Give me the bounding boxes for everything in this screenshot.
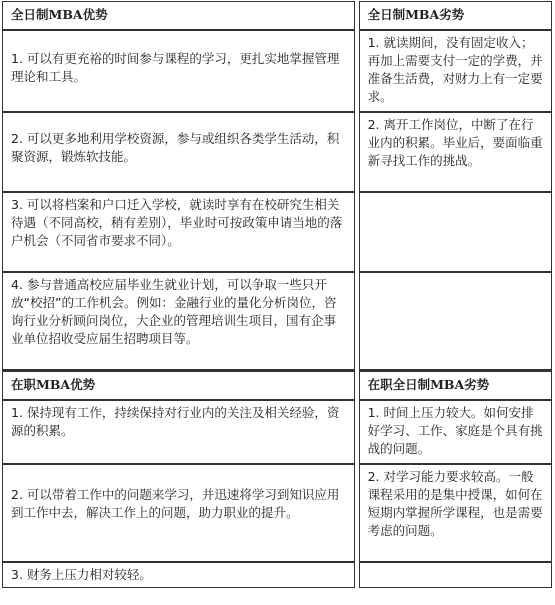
parttime-advantage-3: 3. 财务上压力相对较轻。 [11, 567, 152, 582]
parttime-advantage-1: 1. 保持现有工作，持续保持对行业内的关注及相关经验，资源的积累。 [11, 405, 340, 438]
parttime-advantage-cell [2, 464, 355, 562]
table-row [2, 30, 552, 112]
fulltime-advantage-3: 3. 可以将档案和户口迁入学校，就读时享有在校研究生相关待遇（不同高校，稍有差别），毕业时可按政策申请当地的落户机会（不同省市要求不同）。 [11, 197, 343, 248]
fulltime-advantages-header-text: 全日制MBA优势 [11, 7, 108, 22]
fulltime-disadvantage-cell-empty [359, 272, 552, 370]
fulltime-advantage-1: 1. 可以有更充裕的时间参与课程的学习，更扎实地掌握管理理论和工具。 [11, 51, 340, 84]
fulltime-header-row [2, 1, 552, 30]
parttime-disadvantages-header [359, 370, 552, 400]
table-row [2, 464, 552, 562]
fulltime-advantage-2: 2. 可以更多地利用学校资源，参与或组织各类学生活动，积聚资源，锻炼软技能。 [11, 131, 340, 164]
fulltime-advantage-4: 4. 参与普通高校应届毕业生就业计划，可以争取一些只开放“校招”的工作机会。例如：金融行业的量化分析岗位，咨询行业分析顾问岗位，大企业的管理培训生项目，国有企事业单位招收受应届生招聘项目等。 [11, 277, 337, 346]
parttime-disadvantage-cell [359, 400, 552, 464]
fulltime-disadvantages-header-text: 全日制MBA劣势 [367, 7, 465, 22]
fulltime-disadvantage-cell [359, 112, 552, 192]
fulltime-disadvantage-1: 1. 就读期间，没有固定收入；再加上需要支付一定的学费，并准备生活费，对财力上有一定要求。 [367, 35, 543, 104]
table-row [2, 192, 552, 272]
parttime-advantage-cell [2, 400, 355, 464]
fulltime-advantage-cell [2, 192, 355, 272]
parttime-advantages-header-text: 在职MBA优势 [11, 377, 96, 392]
parttime-disadvantage-cell [359, 464, 552, 562]
fulltime-advantage-cell [2, 272, 355, 370]
parttime-advantage-2: 2. 可以带着工作中的问题来学习，并迅速将学习到知识应用到工作中去，解决工作上的问题，助力职业的提升。 [11, 487, 340, 520]
table-row [2, 562, 552, 588]
fulltime-disadvantages-header [359, 1, 552, 30]
parttime-disadvantage-cell-empty [359, 562, 552, 588]
fulltime-advantage-cell [2, 112, 355, 192]
parttime-advantage-cell [2, 562, 355, 588]
table-row [2, 272, 552, 370]
fulltime-advantage-cell [2, 30, 355, 112]
fulltime-disadvantage-2: 2. 离开工作岗位，中断了在行业内的积累。毕业后，要面临重新寻找工作的挑战。 [367, 117, 543, 168]
fulltime-disadvantage-cell-empty [359, 192, 552, 272]
parttime-disadvantages-header-text: 在职全日制MBA劣势 [367, 377, 490, 392]
table-row [2, 112, 552, 192]
table-row [2, 400, 552, 464]
parttime-disadvantage-2: 2. 对学习能力要求较高。一般课程采用的是集中授课，如何在短期内掌握所学课程，也是需要考虑的问题。 [367, 469, 543, 538]
parttime-disadvantage-1: 1. 时间上压力较大。如何安排好学习、工作、家庭是个具有挑战的问题。 [367, 405, 543, 456]
fulltime-advantages-header [2, 1, 355, 30]
mba-comparison-table [2, 1, 552, 588]
parttime-advantages-header [2, 370, 355, 400]
fulltime-disadvantage-cell [359, 30, 552, 112]
parttime-header-row [2, 370, 552, 400]
